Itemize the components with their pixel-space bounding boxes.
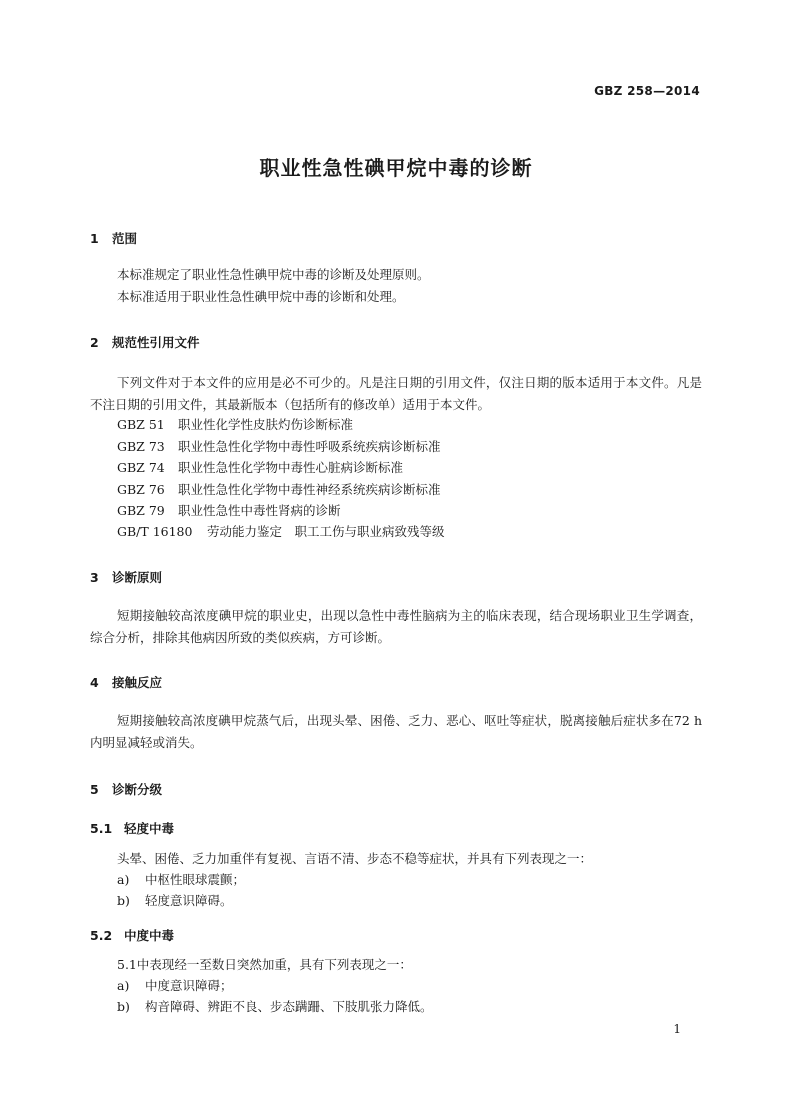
section-number: 5.2 [90, 928, 113, 943]
reference-item [117, 414, 353, 436]
section-title: 中度中毒 [124, 928, 175, 943]
reference-item [117, 521, 445, 543]
reference-title: 职业性急性中毒性肾病的诊断 [178, 503, 341, 518]
reference-item [117, 500, 341, 522]
reference-code: GBZ 74 [117, 460, 165, 475]
section-2-heading [90, 333, 200, 351]
list-item-text: 中枢性眼球震颤； [145, 872, 246, 887]
reference-code: GBZ 76 [117, 482, 165, 497]
reference-code: GBZ 73 [117, 439, 165, 454]
reference-code: GB/T 16180 [117, 524, 193, 539]
reference-item [117, 479, 441, 501]
section-5-1-intro: 头晕、困倦、乏力加重伴有复视、言语不清、步态不稳等症状，并具有下列表现之一： [117, 851, 593, 866]
document-title: 职业性急性碘甲烷中毒的诊断 [259, 156, 533, 180]
list-item-text: 轻度意识障碍。 [145, 893, 233, 908]
list-item [117, 890, 233, 912]
section-2-intro: 下列文件对于本文件的应用是必不可少的。凡是注日期的引用文件，仅注日期的版本适用于本文件。凡是不注日期的引用文件，其最新版本（包括所有的修改单）适用于本文件。 [90, 375, 702, 412]
section-5-2-heading [90, 926, 174, 944]
section-5-1-heading [90, 819, 174, 837]
section-3-text: 短期接触较高浓度碘甲烷的职业史，出现以急性中毒性脑病为主的临床表现，结合现场职业卫生学调查，综合分析，排除其他病因所致的类似疾病，方可诊断。 [90, 608, 702, 645]
reference-code: GBZ 79 [117, 503, 165, 518]
section-1-paragraph-1: 本标准规定了职业性急性碘甲烷中毒的诊断及处理原则。 [117, 267, 430, 282]
section-5-2-intro: 5.1中表现经一至数日突然加重，具有下列表现之一： [117, 957, 412, 972]
page-number: 1 [673, 1022, 681, 1036]
section-5-heading [90, 780, 162, 798]
section-number: 3 [90, 570, 99, 585]
section-4-text: 短期接触较高浓度碘甲烷蒸气后，出现头晕、困倦、乏力、恶心、呕吐等症状，脱离接触后症状多在72 h内明显减轻或消失。 [90, 713, 702, 750]
list-item-label: a) [117, 872, 130, 887]
section-title: 规范性引用文件 [112, 335, 200, 350]
reference-item [117, 457, 403, 479]
reference-title: 职业性急性化学物中毒性呼吸系统疾病诊断标准 [178, 439, 441, 454]
section-1-paragraph-2: 本标准适用于职业性急性碘甲烷中毒的诊断和处理。 [117, 289, 405, 304]
section-title: 诊断原则 [112, 570, 163, 585]
section-number: 5.1 [90, 821, 113, 836]
list-item-label: b) [117, 893, 130, 908]
list-item [117, 975, 233, 997]
section-4-heading [90, 673, 162, 691]
reference-code: GBZ 51 [117, 417, 165, 432]
reference-title: 职业性化学性皮肤灼伤诊断标准 [178, 417, 354, 432]
section-3-heading [90, 568, 162, 586]
reference-title: 职业性急性化学物中毒性心脏病诊断标准 [178, 460, 404, 475]
list-item-label: a) [117, 978, 130, 993]
list-item-text: 中度意识障碍； [145, 978, 233, 993]
section-title: 轻度中毒 [124, 821, 175, 836]
reference-item [117, 436, 441, 458]
list-item-label: b) [117, 999, 130, 1014]
section-number: 2 [90, 335, 99, 350]
list-item [117, 996, 433, 1018]
section-title: 范围 [112, 231, 138, 246]
standard-code: GBZ 258—2014 [594, 84, 700, 98]
section-1-heading [90, 229, 137, 247]
reference-title: 劳动能力鉴定 职工工伤与职业病致残等级 [207, 524, 445, 539]
section-title: 接触反应 [112, 675, 163, 690]
section-number: 5 [90, 782, 99, 797]
reference-title: 职业性急性化学物中毒性神经系统疾病诊断标准 [178, 482, 441, 497]
section-title: 诊断分级 [112, 782, 163, 797]
section-number: 4 [90, 675, 99, 690]
list-item [117, 869, 245, 891]
list-item-text: 构音障碍、辨距不良、步态蹒跚、下肢肌张力降低。 [145, 999, 433, 1014]
section-number: 1 [90, 231, 99, 246]
